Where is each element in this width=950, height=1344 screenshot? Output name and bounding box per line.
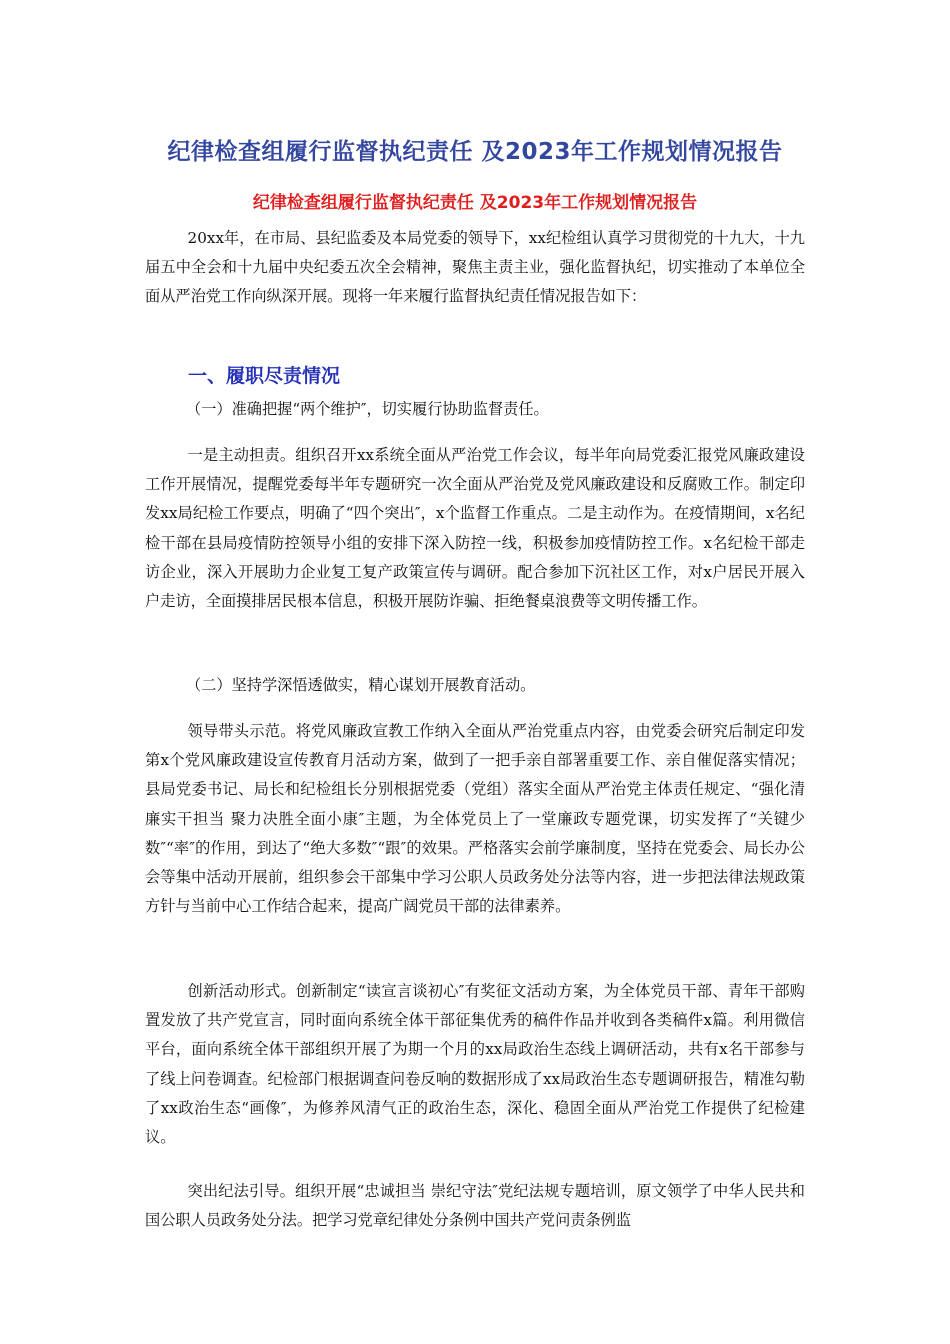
intro-paragraph: 20xx年，在市局、县纪监委及本局党委的领导下，xx纪检组认真学习贯彻党的十九大，十九届五中全会和十九届中央纪委五次全会精神，聚焦主责主业，强化监督执纪，切实推动了本单位全面从严治党工作向纵深开展。现将一年来履行监督执纪责任情况报告如下：: [145, 229, 805, 306]
subsection-heading-2: （二）坚持学深悟透做实，精心谋划开展教育活动。: [186, 676, 536, 694]
subsection-2-paragraph-2: 创新活动形式。创新制定“读宣言谈初心″有奖征文活动方案，为全体党员干部、青年干部购置发放了共产党宣言，同时面向系统全体干部征集优秀的稿件作品并收到各类稿件x篇。利用微信平台，面向系统全体干部组织开展了为期一个月的xx局政治生态线上调研活动，共有x名干部参与了线上问卷调查。纪检部门根据调查问卷反响的数据形成了xx局政治生态专题调研报告，精准勾勒了xx政治生态“画像″，为修养风清气正的政治生态，深化、稳固全面从严治党工作提供了纪检建议。: [145, 982, 805, 1147]
section-heading-1: 一、履职尽责情况: [188, 365, 341, 387]
subsection-2-paragraph-1: 领导带头示范。将党风廉政宣教工作纳入全面从严治党重点内容，由党委会研究后制定印发第x个党风廉政建设宣传教育月活动方案，做到了一把手亲自部署重要工作、亲自催促落实情况；县局党委书记、局长和纪检组长分别根据党委（党组）落实全面从严治党主体责任规定、“强化清廉实干担当 聚力决胜全面小康″主题，为全体党员上了一堂廉政专题党课，切实发挥了“关键少数″“率″的作用，到达了“绝大多数″“跟″的效果。严格落实会前学廉制度，坚持在党委会、局长办公会等集中活动开展前，组织参会干部集中学习公职人员政务处分法等内容，进一步把法律法规政策方针与当前中心工作结合起来，提高广阔党员干部的法律素养。: [145, 722, 805, 916]
document-title: 纪律检查组履行监督执纪责任 及2023年工作规划情况报告: [167, 139, 783, 165]
subsection-1-paragraph: 一是主动担责。组织召开xx系统全面从严治党工作会议，每半年向局党委汇报党风廉政建设工作开展情况，提醒党委每半年专题研究一次全面从严治党及党风廉政建设和反腐败工作。制定印发xx局纪检工作要点，明确了“四个突出″，x个监督工作重点。二是主动作为。在疫情期间，x名纪检干部在县局疫情防控领导小组的安排下深入防控一线，积极参加疫情防控工作。x名纪检干部走访企业，深入开展助力企业复工复产政策宣传与调研。配合参加下沉社区工作，对x户居民开展入户走访，全面摸排居民根本信息，积极开展防诈骗、拒绝餐桌浪费等文明传播工作。: [145, 446, 805, 611]
subsection-heading-1: （一）准确把握“两个维护″，切实履行协助监督责任。: [186, 400, 549, 418]
document-subtitle: 纪律检查组履行监督执纪责任 及2023年工作规划情况报告: [252, 193, 698, 213]
subsection-2-paragraph-3: 突出纪法引导。组织开展“忠诚担当 崇纪守法″党纪法规专题培训，原文领学了中华人民共和国公职人员政务处分法。把学习党章纪律处分条例中国共产党问责条例监: [145, 1182, 805, 1230]
